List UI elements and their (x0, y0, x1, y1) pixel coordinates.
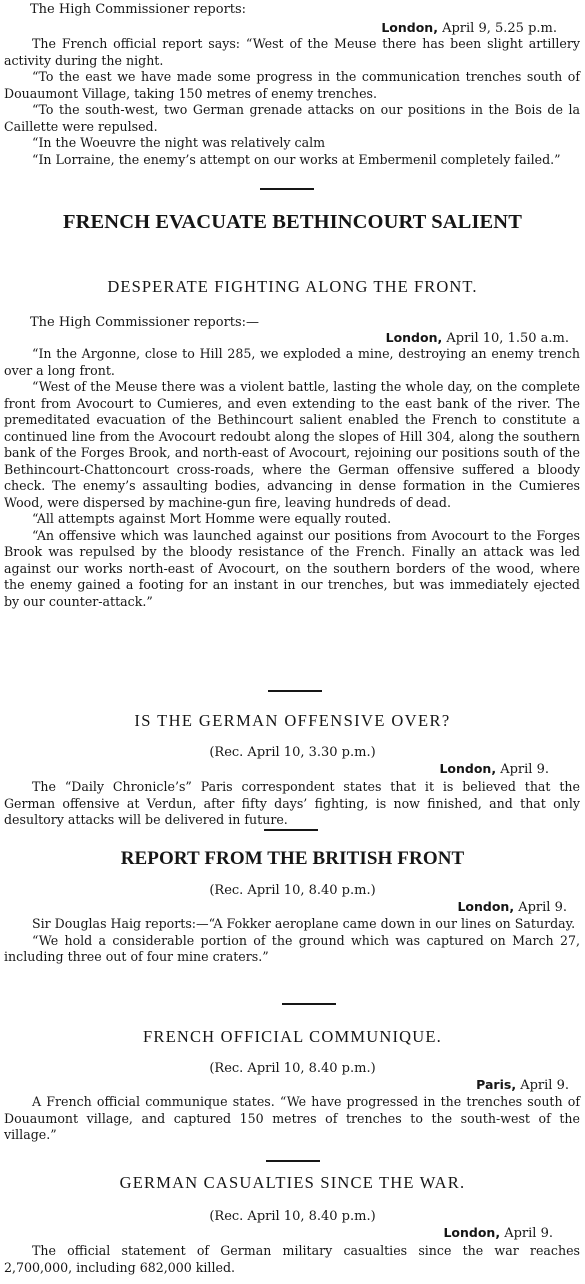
section-divider (260, 188, 314, 190)
received-line: (Rec. April 10, 3.30 p.m.) (209, 745, 376, 760)
dateline-time: April 9. (520, 1078, 569, 1093)
headline: GERMAN CASUALTIES SINCE THE WAR. (119, 1173, 466, 1192)
dateline-place: London, (381, 20, 438, 35)
dateline-time: April 9, 5.25 p.m. (442, 21, 557, 36)
dateline-place: London, (385, 330, 443, 345)
subheadline: DESPERATE FIGHTING ALONG THE FRONT. (107, 277, 478, 296)
received-line: (Rec. April 10, 8.40 p.m.) (209, 1209, 376, 1224)
section-divider (266, 1160, 320, 1162)
paragraph: “An offensive which was launched against our positions from Avocourt to the Forges Brook was repulsed by the bloody resistance of the French. Finally an attack was led against our works north-east of Avocourt, on the southern borders of the wood, where the enemy gained a footing for an instant in our trenches, but was immediately ejected by our counter-attack.” (4, 527, 580, 609)
dateline-time: April 9. (518, 900, 567, 915)
paragraph: Sir Douglas Haig reports:—“A Fokker aeroplane came down in our lines on Saturday. (32, 916, 576, 931)
headline: REPORT FROM THE BRITISH FRONT (120, 848, 465, 869)
paragraph: The official statement of German military casualties since the war reaches 2,700,000, including 682,000 killed. (4, 1243, 580, 1275)
section-divider (282, 1003, 336, 1005)
section-divider (264, 829, 318, 831)
dateline (439, 761, 549, 777)
article-body (4, 36, 580, 168)
section-intro: The High Commissioner reports:— (30, 315, 260, 330)
paragraph: “To the east we have made some progress in the communication trenches south of Douaumont Village, taking 150 metres of enemy trenches. (4, 69, 580, 101)
dateline (476, 1077, 569, 1093)
received-line: (Rec. April 10, 8.40 p.m.) (209, 1061, 376, 1076)
article-body (4, 779, 580, 829)
article-body (4, 346, 580, 610)
paragraph: The French official report says: “West of the Meuse there has been slight artillery activity during the night. (4, 36, 580, 68)
headline: FRENCH EVACUATE BETHINCOURT SALIENT (62, 211, 522, 233)
paragraph: “In the Argonne, close to Hill 285, we exploded a mine, destroying an enemy trench over a long front. (4, 346, 580, 378)
dateline (386, 330, 569, 346)
dateline-time: April 9. (500, 762, 549, 777)
headline: IS THE GERMAN OFFENSIVE OVER? (134, 711, 451, 730)
dateline-time: April 9. (504, 1226, 553, 1241)
section-intro: The High Commissioner reports: (30, 2, 247, 17)
dateline (381, 20, 557, 36)
dateline (443, 1225, 553, 1241)
article-body (4, 1243, 580, 1276)
paragraph: “In Lorraine, the enemy’s attempt on our works at Embermenil completely failed.” (32, 151, 561, 167)
paragraph: “In the Woeuvre the night was relatively calm (32, 135, 326, 150)
paragraph: A French official communique states. “We have progressed in the trenches south of Douaumont village, and captured 150 metres of trenches to the south-west of the village.” (4, 1094, 580, 1142)
paragraph: “We hold a considerable portion of the ground which was captured on March 27, including three out of four mine craters.” (4, 932, 580, 964)
article-body (4, 1094, 580, 1144)
section-divider (268, 690, 322, 692)
paragraph: “West of the Meuse there was a violent battle, lasting the whole day, on the complete front from Avocourt to Cumieres, and even extending to the east bank of the river. The premeditated evacuation of the Bethincourt salient enabled the French to constitute a continued line from the Avocourt redoubt along the slopes of Hill 304, along the southern bank of the Forges Brook, and north-east of Avocourt, rejoining our positions south of the Bethincourt-Chattoncourt cross-roads, where the German offensive suffered a bloody check. The enemy’s assaulting bodies, advancing in dense formation in the Cumieres Wood, were dispersed by machine-gun fire, leaving hundreds of dead. (4, 379, 580, 510)
dateline-place: London, (457, 899, 515, 914)
paragraph: “All attempts against Mort Homme were equally routed. (32, 511, 392, 526)
dateline-place: London, (443, 1225, 501, 1240)
paragraph: “To the south-west, two German grenade attacks on our positions in the Bois de la Caillette were repulsed. (4, 102, 580, 134)
dateline (457, 899, 567, 915)
received-line: (Rec. April 10, 8.40 p.m.) (209, 883, 376, 898)
headline: FRENCH OFFICIAL COMMUNIQUE. (142, 1027, 443, 1046)
dateline-place: Paris, (476, 1077, 517, 1092)
dateline-time: April 10, 1.50 a.m. (446, 331, 569, 346)
article-body (4, 916, 580, 966)
dateline-place: London, (439, 761, 497, 776)
paragraph: The “Daily Chronicle’s” Paris correspondent states that it is believed that the German offensive at Verdun, after fifty days’ fighting, is now finished, and that only desultory attacks will be delivered in future. (4, 779, 580, 827)
